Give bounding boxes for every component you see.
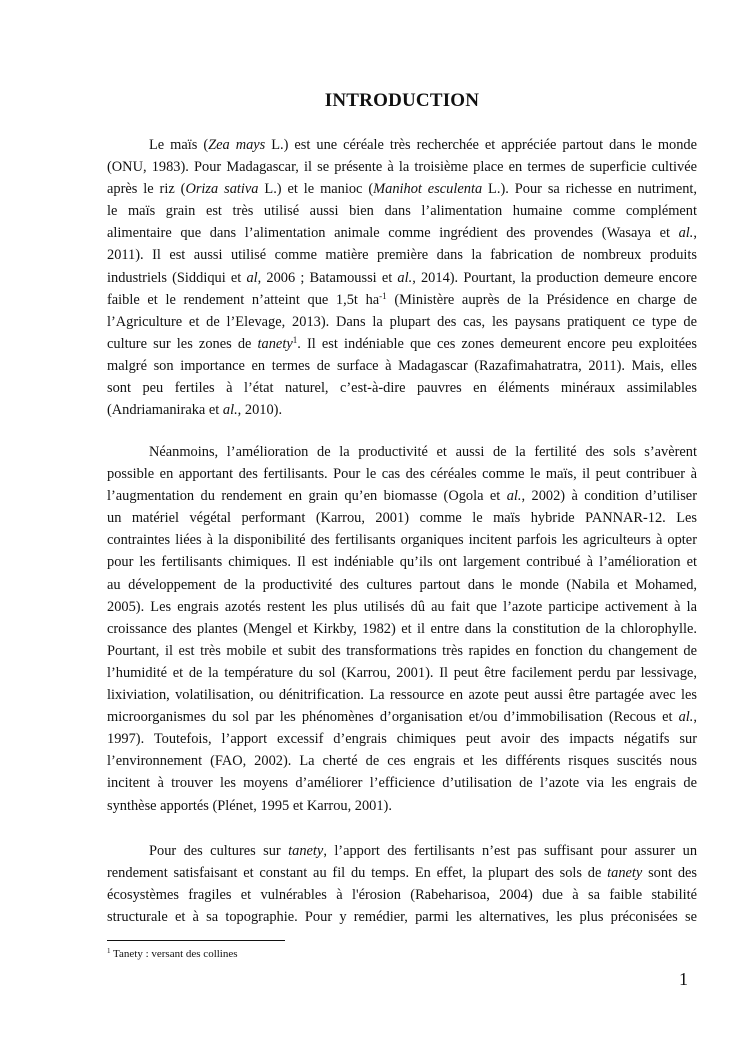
paragraph-2 <box>107 441 697 817</box>
text-line <box>107 377 697 399</box>
text-segment: le maïs grain est très utilisé aussi bien dans l’alimentation humaine comme complément <box>107 203 697 220</box>
text-line <box>107 200 697 222</box>
text-segment: , 2002) à condition d’utiliser <box>521 488 697 505</box>
text-segment: 2005). Les engrais azotés restent les plus utilisés dû au fait que l’azote participe activement à la <box>107 598 697 615</box>
text-segment: lixiviation, volatilisation, ou dénitrification. La ressource en azote peut aussi être partagée avec les <box>107 687 697 704</box>
italic-text: Zea mays <box>208 137 266 153</box>
text-segment: L.) est une céréale très recherchée et appréciée partout dans le monde <box>265 137 697 153</box>
text-segment: faible et le rendement n’atteint que 1,5t ha <box>107 291 380 308</box>
text-segment: écosystèmes fragiles et vulnérables à l'érosion (Rabeharisoa, 2004) due à sa faible stabilité <box>107 887 697 904</box>
text-line <box>107 862 697 884</box>
text-segment: (ONU, 1983). Pour Madagascar, il se présente à la troisième place en termes de superficie cultivée <box>107 159 697 176</box>
text-line <box>107 684 697 706</box>
text-segment: un matériel végétal performant (Karrou, 2001) comme le maïs hybride PANNAR-12. Les <box>107 510 697 527</box>
italic-text: al. <box>506 488 522 505</box>
text-segment: sont peu fertiles à l’état naturel, c’est-à-dire pauvres en éléments minéraux assimilables <box>107 380 697 397</box>
text-segment: l’environnement (FAO, 2002). La cherté de ces engrais et les différents risques suscités nous <box>107 753 697 770</box>
footnote-separator <box>107 940 285 941</box>
text-line <box>107 463 697 485</box>
text-segment: malgré son importance en termes de surface à Madagascar (Razafimahatratra, 2011). Mais, elles <box>107 357 697 374</box>
text-segment: , <box>693 225 697 242</box>
text-segment: au développement de la productivité des cultures partout dans le monde (Nabila et Mohamed, <box>107 576 697 593</box>
text-line <box>107 178 697 200</box>
text-line <box>107 507 697 529</box>
text-line <box>107 906 697 928</box>
text-segment: microorganismes du sol par les phénomènes d’organisation et/ou d’immobilisation (Recous et <box>107 709 679 726</box>
text-line <box>107 662 697 684</box>
text-line <box>107 618 697 640</box>
text-line <box>107 289 697 311</box>
text-line <box>107 706 697 728</box>
text-segment: pour les fertilisants chimiques. Il est indéniable qu’ils ont largement contribué à l’amélioration et <box>107 554 697 571</box>
text-segment: synthèse apportés (Plénet, 1995 et Karrou, 2001). <box>107 797 392 814</box>
italic-text: al. <box>678 225 694 242</box>
text-segment: (Andriamaniraka et <box>107 402 223 419</box>
text-segment: 1997). Toutefois, l’apport excessif d’engrais chimiques peut avoir des impacts négatifs sur <box>107 731 697 748</box>
footnote <box>107 948 238 960</box>
text-segment: , 2006 ; Batamoussi et <box>257 269 398 286</box>
text-segment: , <box>693 709 697 726</box>
text-segment: croissance des plantes (Mengel et Kirkby, 1982) et il entre dans la constitution de la chlorophylle. <box>107 620 697 637</box>
text-segment: , 2014). Pourtant, la production demeure encore <box>412 269 697 286</box>
text-segment: structurale et à sa topographie. Pour y remédier, parmi les alternatives, les plus préconisées se <box>107 909 697 926</box>
text-line <box>107 884 697 906</box>
text-segment: contraintes liées à la disponibilité des fertilisants organiques incitent parfois les agriculteurs à opter <box>107 532 697 549</box>
text-segment: L.) et le manioc ( <box>258 181 374 198</box>
text-segment: l’Agriculture et de l’Elevage, 2013). Dans la plupart des cas, les paysans pratiquent ce type de <box>107 313 697 330</box>
italic-text: al. <box>222 402 238 419</box>
text-line <box>107 399 697 421</box>
italic-text: al <box>246 269 258 286</box>
italic-text: Manihot esculenta <box>373 181 483 198</box>
text-line <box>107 156 697 178</box>
text-line <box>107 750 697 772</box>
text-line <box>107 551 697 573</box>
text-segment: 2011). Il est aussi utilisé comme matière première dans la fabrication de nombreux produits <box>107 247 697 264</box>
text-segment: Pourtant, il est très mobile et subit des transformations très rapides en fonction du changement de <box>107 642 697 659</box>
text-segment: (Ministère auprès de la Présidence en charge de <box>386 291 697 308</box>
text-segment: industriels (Siddiqui et <box>107 269 247 286</box>
text-line <box>107 574 697 596</box>
text-segment: Le maïs ( <box>149 137 209 153</box>
text-line <box>107 267 697 289</box>
text-segment: possible en apportant des fertilisants. Pour le cas des céréales comme le maïs, il peut contribuer à <box>107 466 697 483</box>
italic-text: al. <box>678 709 694 726</box>
text-segment: . Il est indéniable que ces zones demeurent encore peu exploitées <box>297 335 697 352</box>
text-line <box>107 134 697 156</box>
page-title: INTRODUCTION <box>324 90 480 111</box>
text-segment: Pour des cultures sur <box>149 843 289 859</box>
italic-text: tanety <box>257 335 293 352</box>
text-line <box>107 772 697 794</box>
text-segment: rendement satisfaisant et constant au fil du temps. En effet, la plupart des sols de <box>107 865 608 882</box>
text-line <box>107 840 697 862</box>
text-segment: , 2010). <box>237 402 283 419</box>
text-line <box>107 244 697 266</box>
italic-text: tanety <box>288 843 324 859</box>
text-line <box>107 333 697 355</box>
text-segment: L.). Pour sa richesse en nutriment, <box>482 181 698 198</box>
text-line <box>107 222 697 244</box>
text-segment: Néanmoins, l’amélioration de la productivité et aussi de la fertilité des sols s’avèrent <box>149 444 697 460</box>
text-segment: alimentaire que dans l’alimentation animale comme ingrédient des provendes (Wasaya et <box>107 225 679 242</box>
paragraph-3 <box>107 840 697 928</box>
italic-text: Oriza sativa <box>185 181 259 198</box>
text-line <box>107 529 697 551</box>
text-segment: sont des <box>642 865 698 882</box>
footnote-text: Tanety : versant des collines <box>110 948 238 960</box>
text-line <box>107 728 697 750</box>
italic-text: al. <box>397 269 413 286</box>
text-line <box>107 640 697 662</box>
text-line <box>107 485 697 507</box>
superscript: -1 <box>379 290 387 301</box>
text-segment: incitent à trouver les moyens d’améliorer l’efficience d’utilisation de l’azote via les engrais de <box>107 775 697 792</box>
text-line <box>107 311 697 333</box>
footnote-marker: 1 <box>107 947 111 955</box>
text-line <box>107 355 697 377</box>
text-line <box>107 596 697 618</box>
text-segment: après le riz ( <box>107 181 186 198</box>
text-line <box>107 441 697 463</box>
text-segment: culture sur les zones de <box>107 335 258 352</box>
page-number: 1 <box>679 969 688 989</box>
text-segment: l’humidité et de la température du sol (Karrou, 2001). Il peut être facilement perdu par lessivage, <box>107 664 697 681</box>
paragraph-1 <box>107 134 697 421</box>
italic-text: tanety <box>607 865 643 882</box>
text-segment: l’augmentation du rendement en grain qu’en biomasse (Ogola et <box>107 488 507 505</box>
superscript: 1 <box>292 334 298 345</box>
text-segment: , l’apport des fertilisants n’est pas suffisant pour assurer un <box>323 843 698 859</box>
text-line <box>107 795 697 817</box>
